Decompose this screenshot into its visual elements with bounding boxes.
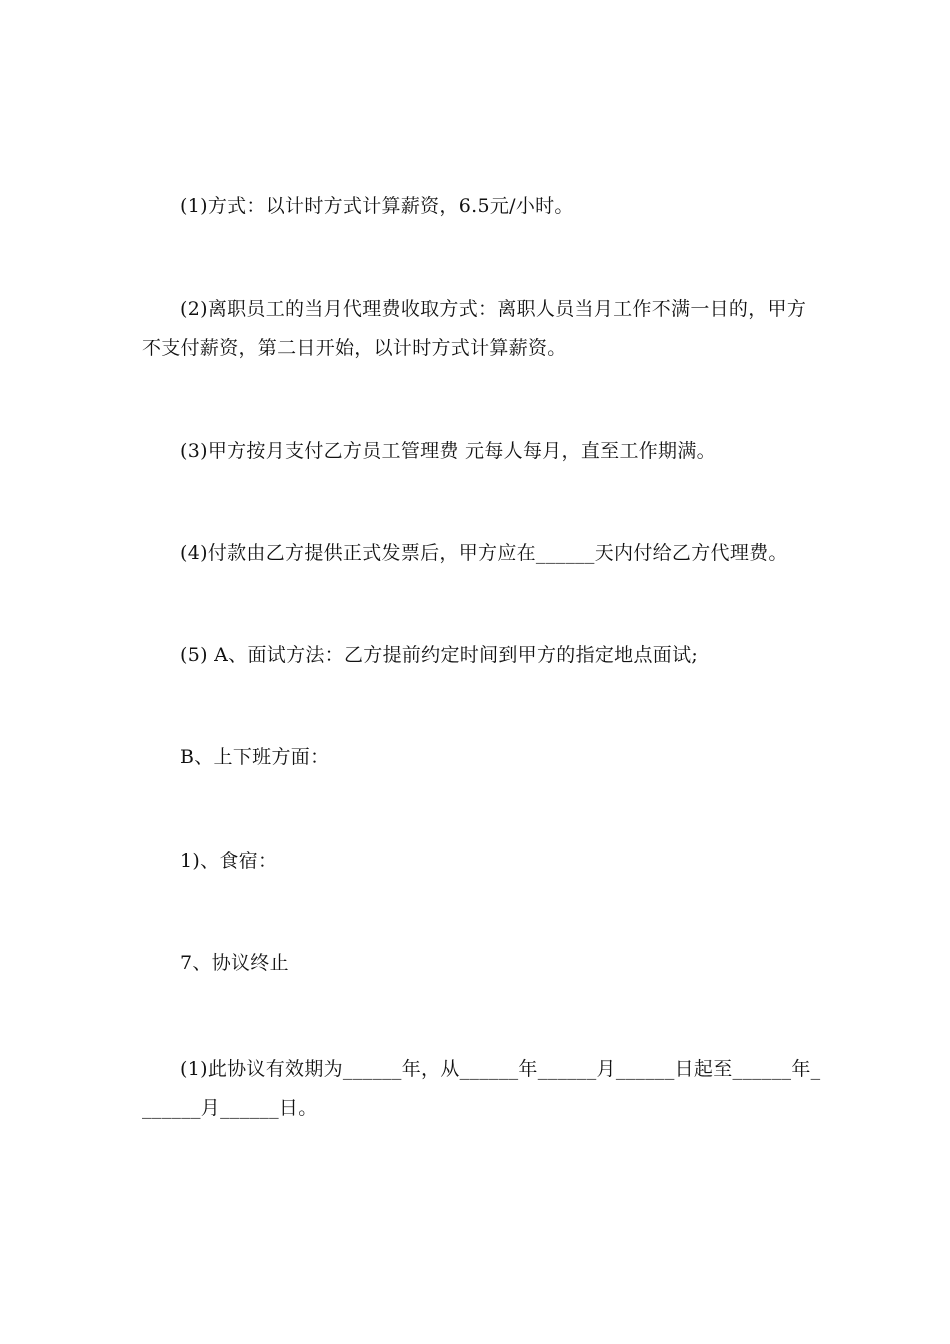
clause-board-lodging: 1)、食宿： [180,850,278,872]
clause-commute: B、上下班方面： [180,746,330,768]
clause-payment-method: (1)方式：以计时方式计算薪资，6.5元/小时。 [180,195,574,217]
clause-resigned-employee-fee: (2)离职员工的当月代理费收取方式：离职人员当月工作不满一日的，甲方不支付薪资，第二日开始，以计时方式计算薪资。 [142,298,807,359]
clause-management-fee: (3)甲方按月支付乙方员工管理费 元每人每月，直至工作期满。 [180,440,716,462]
clause-validity-period: (1)此协议有效期为______年，从______年______月______日起至______年_______月______日。 [142,1058,821,1119]
clause-payment-terms: (4)付款由乙方提供正式发票后，甲方应在______天内付给乙方代理费。 [180,542,788,564]
clause-interview-method: (5) A、面试方法：乙方提前约定时间到甲方的指定地点面试; [180,644,699,666]
section-heading-termination: 7、协议终止 [180,952,289,974]
